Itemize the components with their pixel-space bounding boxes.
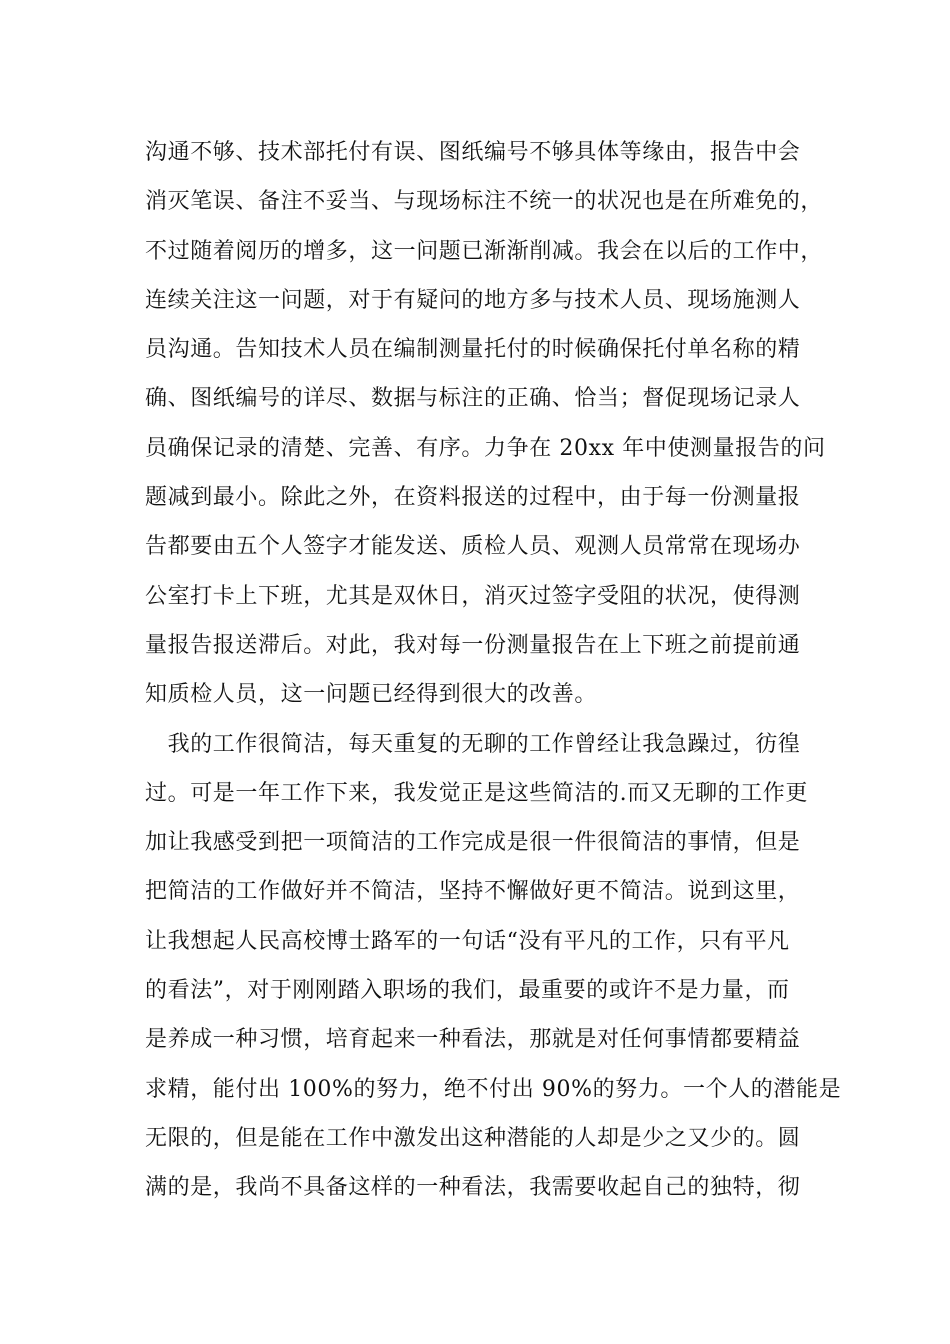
text-line: 题减到最小。除此之外，在资料报送的过程中，由于每一份测量报 bbox=[145, 485, 801, 511]
text-line: 无限的，但是能在工作中激发出这种潜能的人却是少之又少的。圆 bbox=[145, 1125, 801, 1151]
text-line: 知质检人员，这一问题已经得到很大的改善。 bbox=[145, 682, 598, 708]
text-line: 告都要由五个人签字才能发送、质检人员、观测人员常常在现场办 bbox=[145, 534, 801, 560]
text-line: 满的是，我尚不具备这样的一种看法，我需要收起自己的独特，彻 bbox=[145, 1175, 801, 1201]
text-line: 求精，能付出 100%的努力，绝不付出 90%的努力。一个人的潜能是 bbox=[145, 1076, 842, 1102]
text-line: 公室打卡上下班，尤其是双休日，消灭过签字受阻的状况，使得测 bbox=[145, 583, 801, 609]
text-line: 员确保记录的清楚、完善、有序。力争在 20xx 年中使测量报告的问 bbox=[145, 435, 826, 461]
text-line: 连续关注这一问题，对于有疑问的地方多与技术人员、现场施测人 bbox=[145, 287, 801, 313]
text-line: 是养成一种习惯，培育起来一种看法，那就是对任何事情都要精益 bbox=[145, 1027, 801, 1053]
body-text bbox=[145, 128, 842, 1213]
text-line: 让我想起人民高校博士路军的一句话“没有平凡的工作，只有平凡 bbox=[145, 928, 790, 954]
text-line: 确、图纸编号的详尽、数据与标注的正确、恰当；督促现场记录人 bbox=[145, 386, 801, 412]
text-line: 我的工作很简洁，每天重复的无聊的工作曾经让我急躁过，彷徨 bbox=[145, 731, 801, 757]
text-line: 不过随着阅历的增多，这一问题已渐渐削减。我会在以后的工作中， bbox=[145, 238, 824, 264]
text-line: 沟通不够、技术部托付有误、图纸编号不够具体等缘由，报告中会 bbox=[145, 140, 801, 165]
text-line: 量报告报送滞后。对此，我对每一份测量报告在上下班之前提前通 bbox=[145, 632, 801, 658]
text-line: 员沟通。告知技术人员在编制测量托付的时候确保托付单名称的精 bbox=[145, 337, 801, 363]
text-line: 过。可是一年工作下来，我发觉正是这些简洁的.而又无聊的工作更 bbox=[145, 780, 808, 806]
text-line: 把简洁的工作做好并不简洁，坚持不懈做好更不简洁。说到这里， bbox=[145, 879, 801, 905]
text-line: 消灭笔误、备注不妥当、与现场标注不统一的状况也是在所难免的， bbox=[145, 189, 824, 215]
text-line: 加让我感受到把一项简洁的工作完成是很一件很简洁的事情，但是 bbox=[145, 830, 801, 856]
text-line: 的看法”，对于刚刚踏入职场的我们，最重要的或许不是力量，而 bbox=[145, 978, 790, 1004]
